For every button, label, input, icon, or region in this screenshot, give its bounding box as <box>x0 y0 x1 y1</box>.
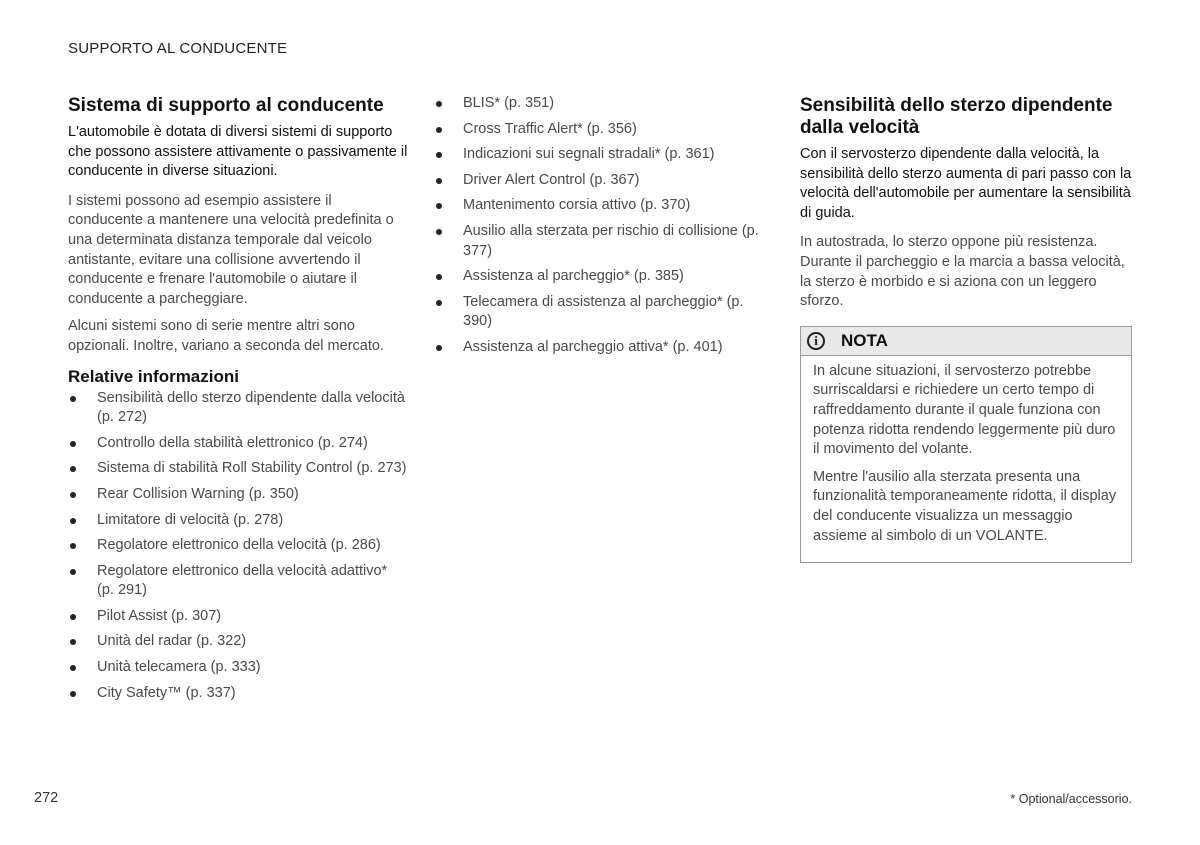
body-paragraph-2: Alcuni sistemi sono di serie mentre altri sono opzionali. Inoltre, variano a seconda del mercato. <box>68 318 384 354</box>
related-link-label: Driver Alert Control (p. 367) <box>463 171 640 188</box>
related-link-label: Mantenimento corsia attivo (p. 370) <box>463 197 691 214</box>
middle-column <box>434 94 764 364</box>
bullet-icon <box>436 127 442 133</box>
steering-body-paragraph: In autostrada, lo sterzo oppone più resistenza. Durante il parcheggio e la marcia a bassa velocità, la sterzo è morbido e si aziona con un leggero sforzo. <box>800 234 1125 310</box>
related-link-item[interactable] <box>434 94 764 114</box>
info-icon: i <box>807 332 825 350</box>
bullet-icon <box>436 274 442 280</box>
related-link-label: Telecamera di assistenza al parcheggio* (p. 390) <box>463 293 744 330</box>
related-link-item[interactable] <box>68 632 408 652</box>
steering-intro-paragraph: Con il servosterzo dipendente dalla velocità, la sensibilità dello sterzo aumenta di pari passo con la velocità dell'automobile per aumentare la sensibilità di guida. <box>800 146 1132 221</box>
related-link-item[interactable] <box>434 120 764 140</box>
related-link-label: City Safety™ (p. 337) <box>97 684 236 701</box>
related-link-label: Regolatore elettronico della velocità adattivo* (p. 291) <box>97 562 388 599</box>
bullet-icon <box>436 178 442 184</box>
related-link-item[interactable] <box>434 338 764 358</box>
bullet-icon <box>70 441 76 447</box>
note-paragraph-1: In alcune situazioni, il servosterzo potrebbe surriscaldarsi e richiedere un certo tempo di raffreddamento durante il quale funziona con potenza ridotta rendendo leggermente più duro il movimento del volante. <box>813 362 1116 458</box>
note-body <box>801 356 1131 562</box>
related-link-item[interactable] <box>434 171 764 191</box>
bullet-icon <box>436 345 442 351</box>
bullet-icon <box>70 569 76 575</box>
bullet-icon <box>70 543 76 549</box>
section-title-steering: Sensibilità dello sterzo dipendente dalla velocità <box>800 95 1113 138</box>
related-link-item[interactable] <box>68 562 408 601</box>
related-link-item[interactable] <box>68 434 408 454</box>
related-link-item[interactable] <box>434 196 764 216</box>
bullet-icon <box>436 229 442 235</box>
related-link-label: Unità telecamera (p. 333) <box>97 659 261 676</box>
related-link-item[interactable] <box>434 222 764 261</box>
related-link-label: BLIS* (p. 351) <box>463 95 555 111</box>
bullet-icon <box>70 518 76 524</box>
related-link-label: Ausilio alla sterzata per rischio di collisione (p. 377) <box>463 222 759 259</box>
related-link-item[interactable] <box>68 684 408 704</box>
note-paragraph-2: Mentre l'ausilio alla sterzata presenta una funzionalità temporaneamente ridotta, il display del conducente visualizza un messaggio assieme al simbolo di un VOLANTE. <box>813 468 1117 544</box>
note-title: NOTA <box>841 330 888 350</box>
bullet-icon <box>436 203 442 209</box>
intro-paragraph: L'automobile è dotata di diversi sistemi di supporto che possono assistere attivamente o passivamente il conducente in diverse situazioni. <box>68 124 408 180</box>
related-info-list-continued <box>434 94 764 358</box>
right-column <box>800 95 1132 563</box>
note-header <box>801 327 1131 356</box>
related-link-label: Assistenza al parcheggio attiva* (p. 401) <box>463 338 723 355</box>
related-link-label: Sensibilità dello sterzo dipendente dalla velocità (p. 272) <box>97 389 405 426</box>
bullet-icon <box>70 665 76 671</box>
section-title: Sistema di supporto al conducente <box>68 95 384 116</box>
related-link-label: Limitatore di velocità (p. 278) <box>97 511 284 528</box>
related-link-label: Cross Traffic Alert* (p. 356) <box>463 120 637 137</box>
related-link-label: Indicazioni sui segnali stradali* (p. 361) <box>463 146 715 163</box>
left-column <box>68 95 408 709</box>
related-info-list <box>68 389 408 704</box>
note-box <box>800 326 1132 563</box>
related-link-label: Assistenza al parcheggio* (p. 385) <box>463 268 684 285</box>
related-link-item[interactable] <box>68 389 408 428</box>
related-link-item[interactable] <box>68 459 408 479</box>
section-header: SUPPORTO AL CONDUCENTE <box>68 40 288 57</box>
related-link-label: Regolatore elettronico della velocità (p. 286) <box>97 537 381 554</box>
bullet-icon <box>70 466 76 472</box>
footnote: * Optional/accessorio. <box>1010 792 1132 806</box>
bullet-icon <box>436 152 442 158</box>
bullet-icon <box>436 300 442 306</box>
related-link-item[interactable] <box>68 607 408 627</box>
related-link-item[interactable] <box>434 267 764 287</box>
related-link-label: Sistema di stabilità Roll Stability Control (p. 273) <box>97 460 407 477</box>
related-link-label: Controllo della stabilità elettronico (p. 274) <box>97 434 368 451</box>
bullet-icon <box>70 691 76 697</box>
related-link-item[interactable] <box>68 536 408 556</box>
related-info-heading: Relative informazioni <box>68 366 239 386</box>
related-link-label: Unità del radar (p. 322) <box>97 633 247 650</box>
related-link-item[interactable] <box>434 293 764 332</box>
related-link-item[interactable] <box>68 511 408 531</box>
body-paragraph-1: I sistemi possono ad esempio assistere il conducente a mantenere una velocità predefinita o una determinata distanza temporale dal veicolo antistante, evitare una collisione avvertendo il conducente e frenare l'automobile o aiutare il conducente a parcheggiare. <box>68 192 394 307</box>
related-link-label: Rear Collision Warning (p. 350) <box>97 485 299 502</box>
bullet-icon <box>70 614 76 620</box>
bullet-icon <box>70 639 76 645</box>
bullet-icon <box>70 492 76 498</box>
page-number: 272 <box>34 790 59 806</box>
related-link-item[interactable] <box>434 145 764 165</box>
bullet-icon <box>436 101 442 107</box>
related-link-item[interactable] <box>68 658 408 678</box>
related-link-item[interactable] <box>68 485 408 505</box>
related-link-label: Pilot Assist (p. 307) <box>97 607 222 624</box>
bullet-icon <box>70 396 76 402</box>
